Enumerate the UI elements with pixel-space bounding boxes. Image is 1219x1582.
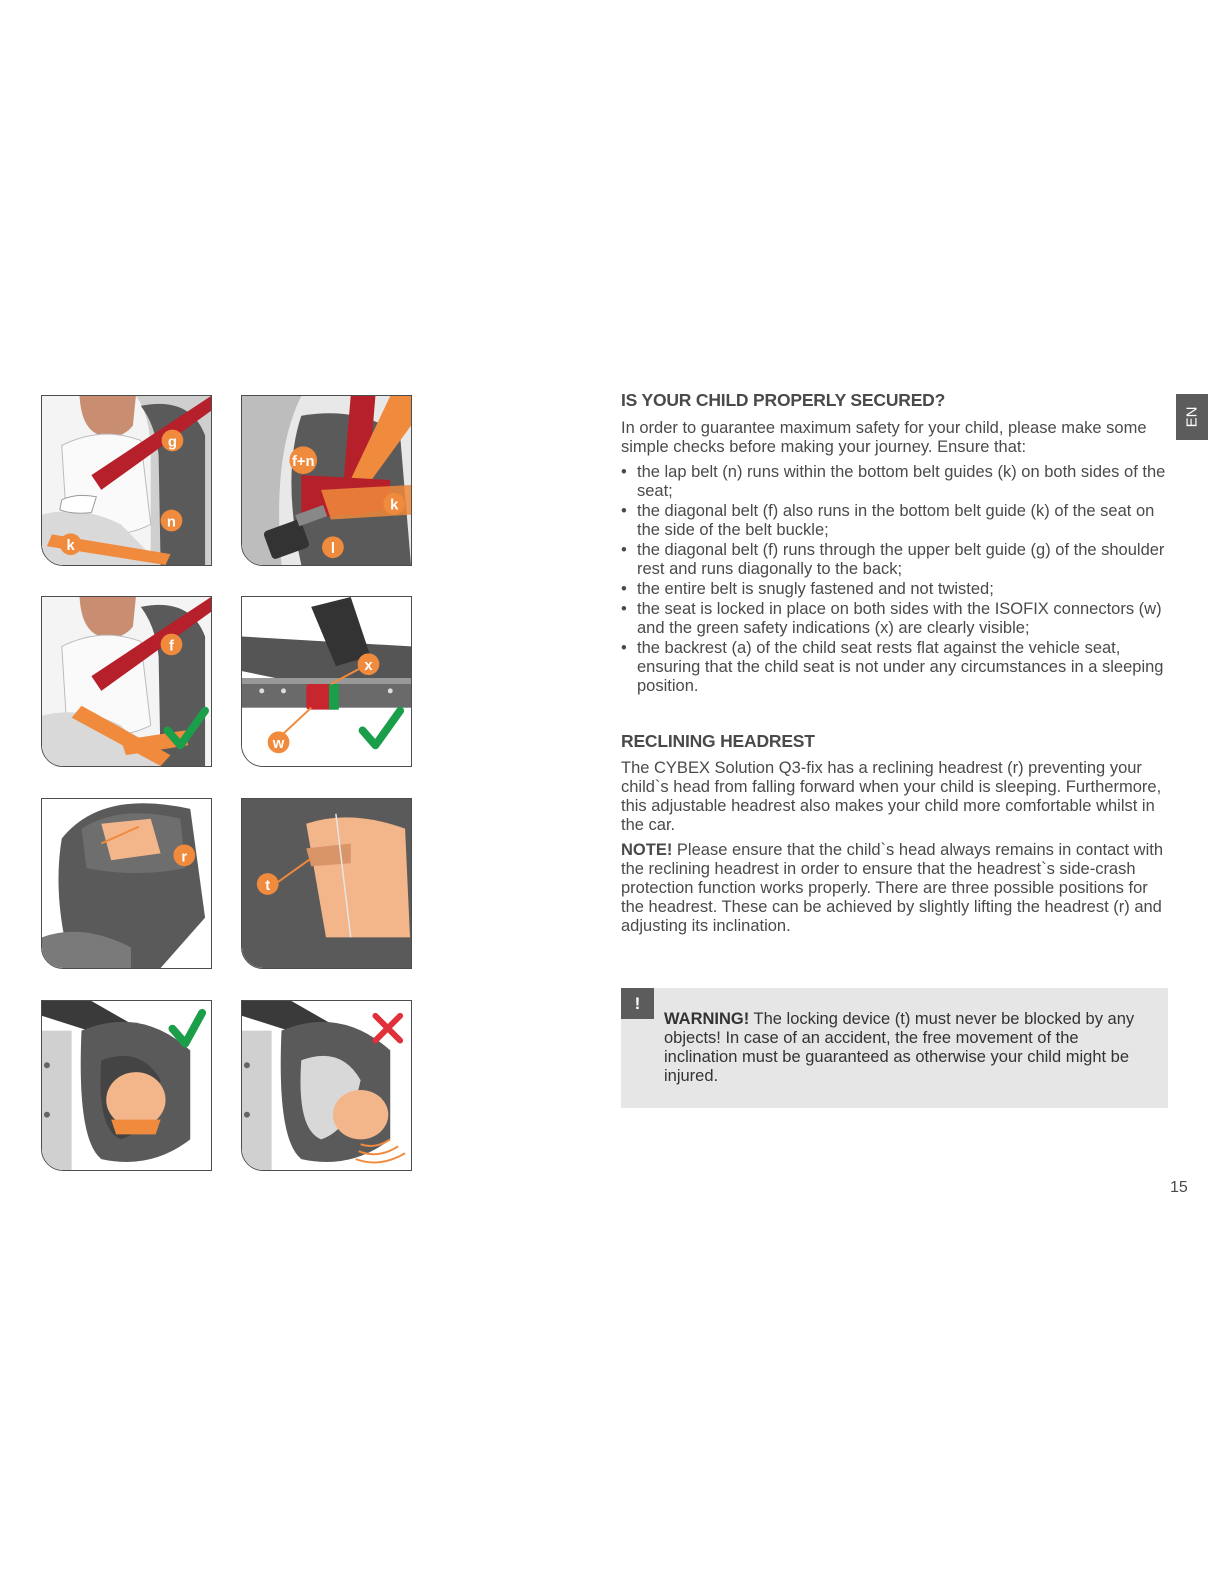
list-item: • the backrest (a) of the child seat rests flat against the vehicle seat, ensuring that the child seat is not under any circumstances in a sleeping position.: [621, 639, 1169, 696]
warning-body: The locking device (t) must never be blocked by any objects! In case of an accident, the free movement of the inclination must be guaranteed as otherwise your child might be injured.: [664, 1010, 1135, 1085]
cross-icon: [375, 1016, 400, 1041]
label-k: [383, 493, 405, 515]
list-item: • the seat is locked in place on both sides with the ISOFIX connectors (w) and the green safety indications (x) are clearly visible;: [621, 600, 1169, 638]
svg-text:t: t: [265, 877, 271, 894]
list-item: • the diagonal belt (f) runs through the upper belt guide (g) of the shoulder rest and runs diagonally to the back;: [621, 541, 1169, 579]
label-f-n: [289, 446, 317, 474]
svg-text:x: x: [364, 658, 373, 675]
label-k: [60, 533, 82, 555]
figure-isofix-connectors: [241, 596, 412, 767]
warning-label: WARNING!: [664, 1010, 750, 1028]
check-icon: [363, 711, 401, 746]
figure-locking-device: [241, 798, 412, 969]
svg-text:k: k: [390, 497, 399, 514]
svg-text:k: k: [66, 538, 75, 555]
language-label: EN: [1183, 406, 1201, 428]
figure-belt-routing: [41, 395, 212, 566]
warning-box: [621, 988, 1168, 1108]
svg-text:l: l: [330, 541, 335, 558]
figure-reclining-headrest: [41, 798, 212, 969]
headrest-paragraph: The CYBEX Solution Q3-fix has a reclining headrest (r) preventing your child`s head from falling forward when your child is sleeping. Furthermore, this adjustable headrest also makes your child more comfortable whilst in the car.: [621, 759, 1162, 834]
label-x: [358, 653, 380, 675]
language-tab: [1176, 394, 1208, 440]
figure-head-incorrect: [241, 1000, 412, 1171]
label-g: [162, 430, 184, 452]
note-paragraph: [621, 841, 1169, 936]
list-item: • the lap belt (n) runs within the bottom belt guides (k) on both sides of the seat;: [621, 463, 1169, 501]
check-icon: [172, 1013, 202, 1044]
list-item: • the diagonal belt (f) also runs in the bottom belt guide (k) of the seat on the side of the belt buckle;: [621, 502, 1169, 540]
list-item: • the entire belt is snugly fastened and not twisted;: [621, 580, 1169, 599]
intro-paragraph: In order to guarantee maximum safety for your child, please make some simple checks before making your journey. Ensure that:: [621, 419, 1147, 456]
warning-badge: !: [621, 988, 654, 1019]
label-f: [161, 634, 183, 656]
figure-belt-buckle: [241, 395, 412, 566]
figure-head-correct: [41, 1000, 212, 1171]
section-title-secured: IS YOUR CHILD PROPERLY SECURED?: [621, 390, 946, 410]
label-r: [173, 844, 195, 866]
svg-text:f: f: [168, 638, 174, 655]
svg-text:g: g: [167, 434, 177, 451]
label-t: [257, 873, 279, 895]
label-l: [322, 536, 344, 558]
text-column: [621, 390, 1169, 936]
warning-text: [664, 1010, 1154, 1086]
figure-diagonal-belt-correct: [41, 596, 212, 767]
label-n: [161, 510, 183, 532]
note-text: Please ensure that the child`s head always remains in contact with the reclining headrest in order to ensure that the headrest`s side-crash protection function works properly. There are three possible positions for the headrest. These can be achieved by slightly lifting the headrest (r) and adjusting its inclination.: [621, 841, 1164, 935]
section-title-headrest: RECLINING HEADREST: [621, 731, 815, 751]
svg-text:w: w: [272, 736, 285, 753]
label-w: [268, 731, 290, 753]
check-list: [621, 463, 1169, 696]
svg-text:n: n: [166, 514, 176, 531]
svg-text:f+n: f+n: [291, 454, 315, 471]
check-icon: [168, 711, 206, 746]
svg-text:r: r: [181, 849, 188, 866]
note-label: NOTE!: [621, 841, 673, 859]
page-number: 15: [1170, 1179, 1188, 1196]
